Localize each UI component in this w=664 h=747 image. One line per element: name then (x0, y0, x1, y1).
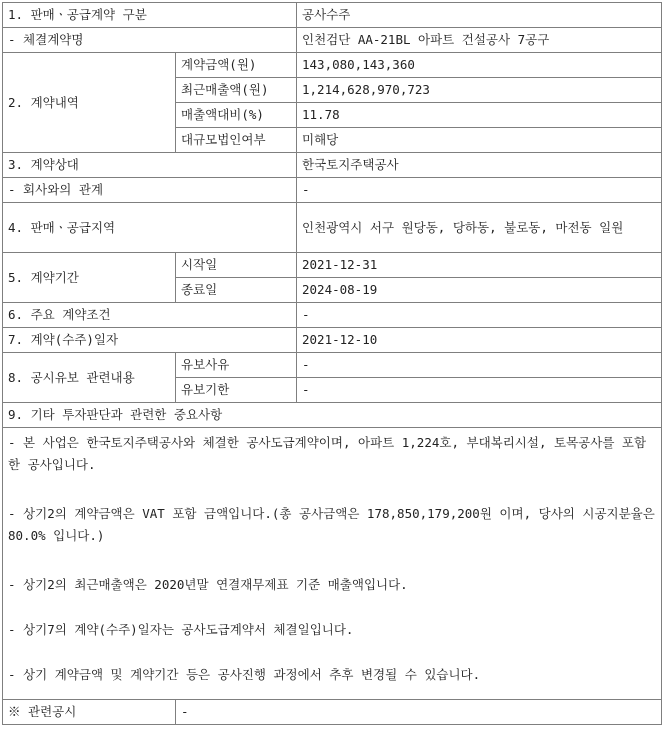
row-relationship (3, 178, 662, 203)
label-start-date: 시작일 (176, 253, 297, 278)
value-large-corp: 미해당 (297, 128, 662, 153)
row-contract-date (3, 328, 662, 353)
note-4: - 상기7의 계약(수주)일자는 공사도급계약서 체결일입니다. (8, 622, 354, 637)
value-counterparty: 한국토지주택공사 (297, 153, 662, 178)
row-contract-type (3, 3, 662, 28)
value-reservation-reason: - (297, 353, 662, 378)
label-large-corp: 대규모법인여부 (176, 128, 297, 153)
note-3: - 상기2의 최근매출액은 2020년말 연결재무제표 기준 매출액입니다. (8, 577, 408, 592)
row-contract-amount (3, 53, 662, 78)
label-contract-amount: 계약금액(원) (176, 53, 297, 78)
row-supply-region (3, 203, 662, 253)
value-sales-ratio: 11.78 (297, 103, 662, 128)
label-main-terms: 6. 주요 계약조건 (3, 303, 297, 328)
note-2: - 상기2의 계약금액은 VAT 포함 금액입니다.(총 공사금액은 178,850,179,200원 이며, 당사의 시공지분율은 80.0% 입니다.) (8, 506, 655, 543)
disclosure-table (2, 2, 662, 725)
label-other-matters: 9. 기타 투자판단과 관련한 중요사항 (3, 403, 662, 428)
label-recent-sales: 최근매출액(원) (176, 78, 297, 103)
value-related-disclosure: - (176, 700, 662, 725)
value-start-date: 2021-12-31 (297, 253, 662, 278)
value-contract-type: 공사수주 (297, 3, 662, 28)
row-start-date (3, 253, 662, 278)
label-contract-period: 5. 계약기간 (3, 253, 176, 303)
row-related-disclosure (3, 700, 662, 725)
label-relationship: - 회사와의 관계 (3, 178, 297, 203)
row-main-terms (3, 303, 662, 328)
value-relationship: - (297, 178, 662, 203)
value-main-terms: - (297, 303, 662, 328)
row-counterparty (3, 153, 662, 178)
value-supply-region: 인천광역시 서구 원당동, 당하동, 불로동, 마전동 일원 (297, 203, 662, 253)
value-recent-sales: 1,214,628,970,723 (297, 78, 662, 103)
value-reservation-deadline: - (297, 378, 662, 403)
note-1: - 본 사업은 한국토지주택공사와 체결한 공사도급계약이며, 아파트 1,224호, 부대복리시설, 토목공사를 포함한 공사입니다. (8, 435, 647, 472)
label-sales-ratio: 매출액대비(%) (176, 103, 297, 128)
label-related-disclosure: ※ 관련공시 (3, 700, 176, 725)
label-end-date: 종료일 (176, 278, 297, 303)
value-end-date: 2024-08-19 (297, 278, 662, 303)
value-contract-name: 인천검단 AA-21BL 아파트 건설공사 7공구 (297, 28, 662, 53)
row-reservation-reason (3, 353, 662, 378)
label-reservation-reason: 유보사유 (176, 353, 297, 378)
notes-cell (3, 428, 662, 700)
row-contract-name (3, 28, 662, 53)
label-contract-details: 2. 계약내역 (3, 53, 176, 153)
value-contract-date: 2021-12-10 (297, 328, 662, 353)
row-other-matters (3, 403, 662, 428)
note-5: - 상기 계약금액 및 계약기간 등은 공사진행 과정에서 추후 변경될 수 있습니다. (8, 667, 481, 682)
label-counterparty: 3. 계약상대 (3, 153, 297, 178)
value-contract-amount: 143,080,143,360 (297, 53, 662, 78)
label-contract-name: - 체결계약명 (3, 28, 297, 53)
label-contract-type: 1. 판매ㆍ공급계약 구분 (3, 3, 297, 28)
label-contract-date: 7. 계약(수주)일자 (3, 328, 297, 353)
row-notes (3, 428, 662, 700)
label-supply-region: 4. 판매ㆍ공급지역 (3, 203, 297, 253)
label-disclosure-reservation: 8. 공시유보 관련내용 (3, 353, 176, 403)
label-reservation-deadline: 유보기한 (176, 378, 297, 403)
